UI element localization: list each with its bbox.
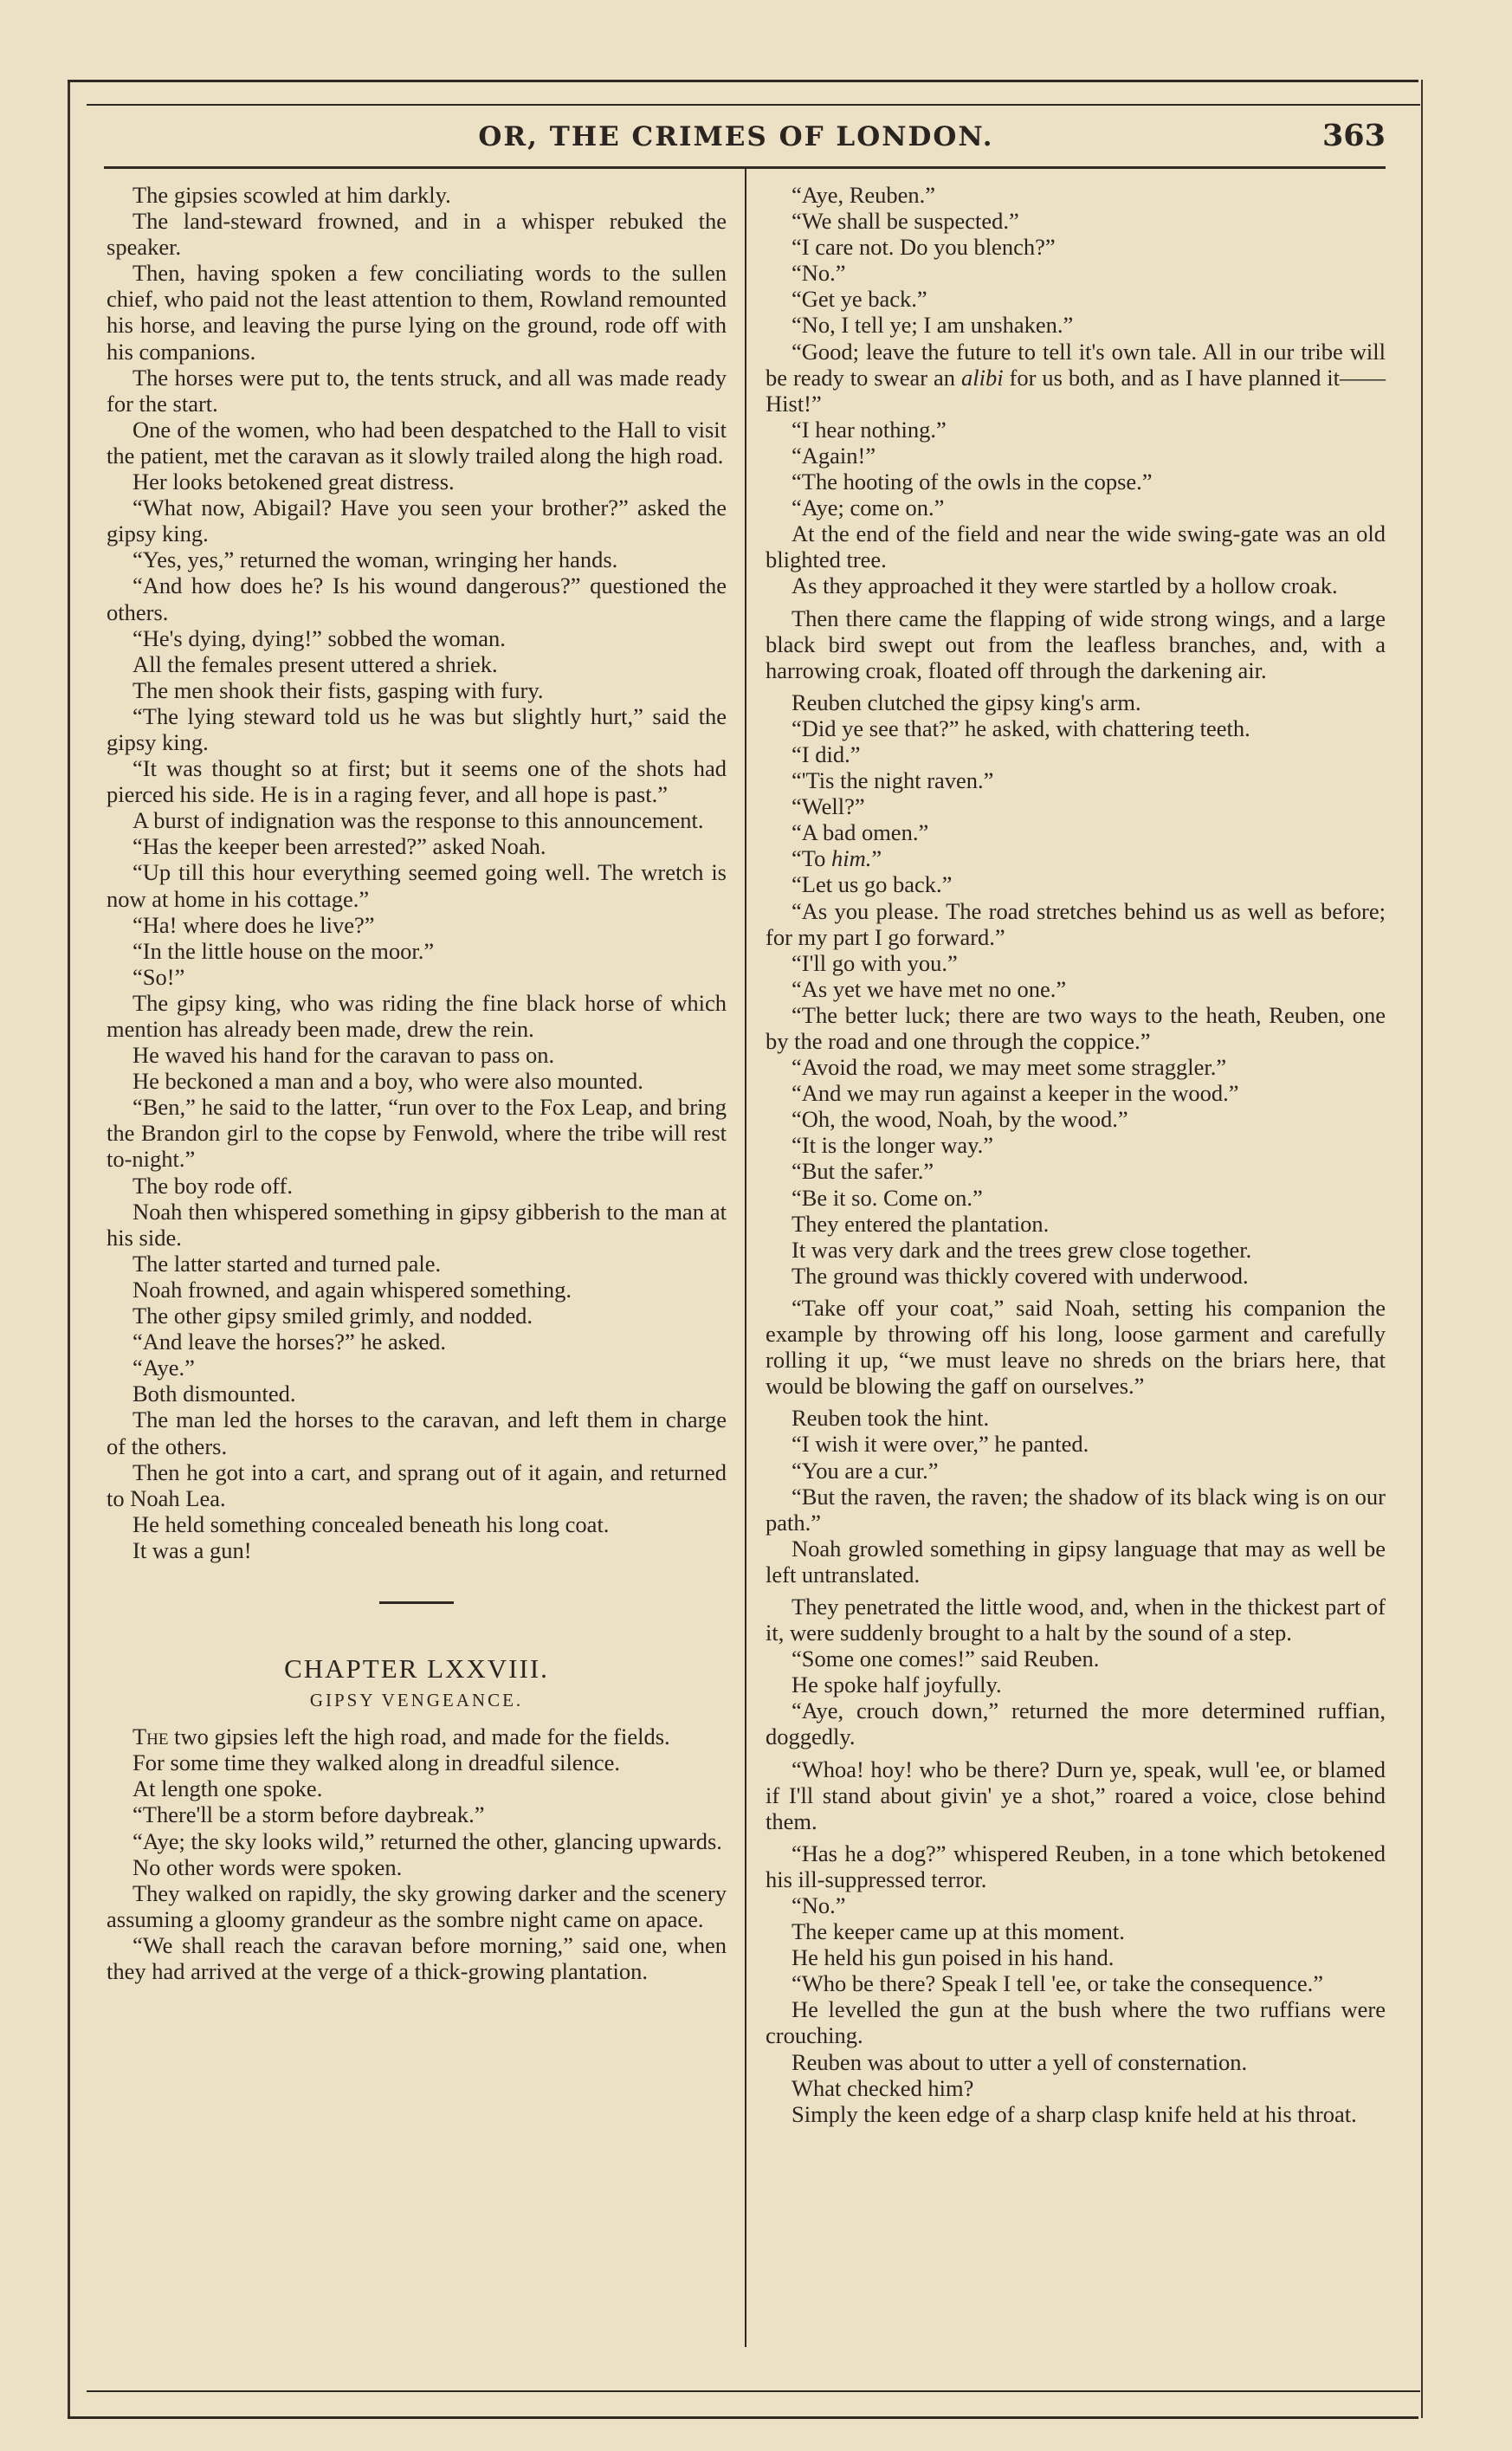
paragraph: The boy rode off. xyxy=(132,1172,293,1199)
paragraph: “Take off your coat,” said Noah, setting his companion the example by throwing off his long, loose garment and carefully rolling it up, “we must leave no shreds on the briars here, that would be blowing the gaff on ourselves.” xyxy=(766,1294,1386,1400)
paragraph: “No, I tell ye; I am unshaken.” xyxy=(792,312,1074,339)
chapter-subtitle: GIPSY VENGEANCE. xyxy=(309,1690,524,1711)
paragraph: “You are a cur.” xyxy=(792,1457,939,1484)
paragraph: What checked him? xyxy=(792,2074,974,2101)
paragraph: Simply the keen edge of a sharp clasp knife held at his throat. xyxy=(792,2100,1357,2127)
paragraph: No other words were spoken. xyxy=(132,1853,403,1880)
paragraph: “Again!” xyxy=(792,442,876,469)
paragraph: “Ben,” he said to the latter, “run over to the Fox Leap, and bring the Brandon girl to the copse by Fenwold, where the tribe will rest to-night.” xyxy=(107,1094,727,1173)
paragraph: “Who be there? Speak I tell 'ee, or take the consequence.” xyxy=(792,1970,1323,1997)
paragraph: “Did ye see that?” he asked, with chattering teeth. xyxy=(792,715,1250,741)
paragraph: “We shall reach the caravan before morning,” said one, when they had arrived at the verge of a thick-growing plantation. xyxy=(107,1931,727,1984)
paragraph: “As yet we have met no one.” xyxy=(792,975,1067,1002)
paragraph: Her looks betokened great distress. xyxy=(132,469,455,495)
paragraph: “But the safer.” xyxy=(792,1158,934,1185)
paragraph: “Some one comes!” said Reuben. xyxy=(792,1646,1100,1672)
paragraph: “But the raven, the raven; the shadow of its black wing is on our path.” xyxy=(766,1483,1386,1536)
paragraph: He levelled the gun at the bush where the two ruffians were crouching. xyxy=(766,1996,1386,2049)
paragraph: The horses were put to, the tents struck, and all was made ready for the start. xyxy=(107,364,727,417)
him-paragraph xyxy=(766,845,1386,871)
paragraph: One of the women, who had been despatched to the Hall to visit the patient, met the caravan as it slowly trailed along the high road. xyxy=(107,416,727,469)
chapter-opening-paragraph xyxy=(107,1723,727,1749)
right-paragraphs-h xyxy=(766,1594,1386,1750)
paragraph: “I wish it were over,” he panted. xyxy=(792,1431,1089,1458)
paragraph: “It was thought so at first; but it seems one of the shots had pierced his side. He is in a raging fever, and all hope is past.” xyxy=(107,755,727,808)
left-paragraphs-a xyxy=(107,182,727,1563)
right-paragraphs-c xyxy=(766,605,1386,683)
paragraph: “The better luck; there are two ways to the heath, Reuben, one by the road and one through the coppice.” xyxy=(766,1001,1386,1054)
page-number: 363 xyxy=(1321,118,1386,153)
paragraph: “No.” xyxy=(792,260,846,287)
right-paragraphs-f xyxy=(766,1295,1386,1399)
paragraph: “I hear nothing.” xyxy=(792,416,947,443)
paragraph: “And how does he? Is his wound dangerous?” questioned the others. xyxy=(107,572,727,625)
paragraph: The land-steward frowned, and in a whisper rebuked the speaker. xyxy=(107,208,727,261)
bottom-rule-outer xyxy=(68,2416,1418,2419)
paragraph: It was very dark and the trees grew close together. xyxy=(792,1236,1252,1263)
paragraph: They penetrated the little wood, and, when in the thickest part of it, were suddenly brought to a halt by the sound of a step. xyxy=(766,1593,1386,1646)
paragraph: Noah growled something in gipsy language that may as well be left untranslated. xyxy=(766,1535,1386,1588)
paragraph: “Yes, yes,” returned the woman, wringing her hands. xyxy=(132,546,618,573)
paragraph: Noah frowned, and again whispered something. xyxy=(132,1276,572,1303)
paragraph: “Oh, the wood, Noah, by the wood.” xyxy=(792,1106,1128,1133)
paragraph: “As you please. The road stretches behind us as well as before; for my part I go forward.” xyxy=(766,897,1386,950)
paragraph: Both dismounted. xyxy=(132,1381,296,1407)
paragraph: “Aye, crouch down,” returned the more determined ruffian, doggedly. xyxy=(766,1698,1386,1750)
chapter-title: CHAPTER LXXVIII. xyxy=(284,1652,549,1684)
paragraph: “And we may run against a keeper in the wood.” xyxy=(792,1080,1239,1107)
paragraph: He held something concealed beneath his long coat. xyxy=(132,1510,610,1537)
paragraph: Reuben was about to utter a yell of consternation. xyxy=(792,2048,1248,2075)
right-paragraphs-g xyxy=(766,1405,1386,1588)
paragraph: He beckoned a man and a boy, who were also mounted. xyxy=(132,1068,643,1095)
chapter-divider xyxy=(379,1601,454,1604)
paragraph: The gipsy king, who was riding the fine black horse of which mention has already been made, drew the rein. xyxy=(107,989,727,1042)
bottom-rule-inner xyxy=(87,2390,1420,2392)
chapter-first-word: The xyxy=(132,1723,169,1750)
paragraph: The men shook their fists, gasping with fury. xyxy=(132,676,544,703)
paragraph: It was a gun! xyxy=(132,1536,252,1563)
paragraph: The gipsies scowled at him darkly. xyxy=(132,182,451,208)
paragraph: “The hooting of the owls in the copse.” xyxy=(792,469,1153,495)
paragraph: “'Tis the night raven.” xyxy=(792,767,994,794)
paragraph: “There'll be a storm before daybreak.” xyxy=(132,1801,485,1828)
paragraph: “Has the keeper been arrested?” asked Noah. xyxy=(132,833,546,860)
paragraph: “Avoid the road, we may meet some straggler.” xyxy=(792,1054,1227,1081)
paragraph: “The lying steward told us he was but slightly hurt,” said the gipsy king. xyxy=(107,702,727,755)
paragraph: For some time they walked along in dreadful silence. xyxy=(132,1749,620,1776)
paragraph: “So!” xyxy=(132,963,185,990)
paragraph: “In the little house on the moor.” xyxy=(132,937,435,964)
paragraph: “It is the longer way.” xyxy=(792,1132,994,1159)
him-word: him. xyxy=(830,845,872,872)
paragraph: He held his gun poised in his hand. xyxy=(792,1944,1115,1971)
paragraph: “Be it so. Come on.” xyxy=(792,1184,983,1211)
paragraph: “I care not. Do you blench?” xyxy=(792,234,1056,261)
paragraph: They walked on rapidly, the sky growing darker and the scenery assuming a gloomy grandeur as the sombre night came on apace. xyxy=(107,1879,727,1932)
alibi-paragraph xyxy=(766,339,1386,417)
chapter-heading xyxy=(107,1601,727,1713)
paragraph: Then, having spoken a few conciliating words to the sullen chief, who paid not the least attention to them, Rowland remounted his horse, and leaving the purse lying on the ground, rode off with his companions. xyxy=(107,260,727,365)
alibi-word: alibi xyxy=(960,364,1004,391)
paragraph: He spoke half joyfully. xyxy=(792,1672,1002,1698)
paragraph: “Aye; the sky looks wild,” returned the other, glancing upwards. xyxy=(132,1827,722,1854)
paragraph: As they approached it they were startled by a hollow croak. xyxy=(792,572,1338,599)
paragraph: “Aye; come on.” xyxy=(792,495,945,521)
paragraph: “Aye, Reuben.” xyxy=(792,182,936,208)
top-rule xyxy=(68,80,1418,82)
chapter-first-rest: two gipsies left the high road, and made for the fields. xyxy=(168,1723,670,1750)
alibi-text-post: for us both, and as I have planned it——Hist!” xyxy=(766,364,1386,417)
paragraph: He waved his hand for the caravan to pass on. xyxy=(132,1042,555,1069)
paragraph: “He's dying, dying!” sobbed the woman. xyxy=(132,624,506,651)
paragraph: Reuben clutched the gipsy king's arm. xyxy=(792,689,1141,715)
paragraph: “I did.” xyxy=(792,740,861,767)
paragraph: The keeper came up at this moment. xyxy=(792,1918,1125,1945)
paragraph: Noah then whispered something in gipsy gibberish to the man at his side. xyxy=(107,1198,727,1251)
paragraph: The ground was thickly covered with underwood. xyxy=(792,1262,1249,1289)
right-paragraphs-b xyxy=(766,417,1386,599)
paragraph: Then he got into a cart, and sprang out of it again, and returned to Noah Lea. xyxy=(107,1458,727,1511)
paragraph: “Well?” xyxy=(792,793,865,820)
him-text-pre: “To xyxy=(792,845,831,872)
right-paragraphs-a xyxy=(766,182,1386,339)
paragraph: “What now, Abigail? Have you seen your brother?” asked the gipsy king. xyxy=(107,495,727,547)
him-text-post: ” xyxy=(871,845,882,872)
left-paragraphs-b xyxy=(107,1749,727,1984)
running-head: OR, THE CRIMES OF LONDON. xyxy=(478,121,994,152)
paragraph: The latter started and turned pale. xyxy=(132,1250,442,1277)
right-paragraphs-d xyxy=(766,689,1386,846)
right-paragraphs-i xyxy=(766,1756,1386,1834)
column-divider xyxy=(745,169,746,2347)
paragraph: They entered the plantation. xyxy=(792,1210,1050,1237)
paragraph: A burst of indignation was the response to this announcement. xyxy=(132,807,704,834)
paragraph: “Has he a dog?” whispered Reuben, in a tone which betokened his ill-suppressed terror. xyxy=(766,1840,1386,1892)
paragraph: At the end of the field and near the wide swing-gate was an old blighted tree. xyxy=(766,521,1386,573)
paragraph: Then there came the flapping of wide strong wings, and a large black bird swept out from the leafless branches, and, with a harrowing croak, floated off through the darkening air. xyxy=(766,605,1386,683)
paragraph: “Whoa! hoy! who be there? Durn ye, speak, wull 'ee, or blamed if I'll stand about givin' ye a shot,” roared a voice, close behind them. xyxy=(766,1756,1386,1834)
paragraph: “A bad omen.” xyxy=(792,819,929,846)
paragraph: The man led the horses to the caravan, and left them in charge of the others. xyxy=(107,1407,727,1459)
paragraph: “Let us go back.” xyxy=(792,871,953,898)
paragraph: Reuben took the hint. xyxy=(792,1405,990,1432)
paragraph: All the females present uttered a shriek. xyxy=(132,650,498,677)
paragraph: At length one spoke. xyxy=(132,1775,323,1802)
right-column xyxy=(766,182,1386,2127)
left-column xyxy=(107,182,727,1984)
paragraph: “We shall be suspected.” xyxy=(792,208,1019,235)
paragraph: “Get ye back.” xyxy=(792,286,927,313)
paragraph: “I'll go with you.” xyxy=(792,949,958,976)
paragraph: “Up till this hour everything seemed going well. The wretch is now at home in his cottage.” xyxy=(107,859,727,912)
right-paragraphs-e xyxy=(766,871,1386,1289)
paragraph: The other gipsy smiled grimly, and nodded. xyxy=(132,1303,533,1329)
alibi-text-pre: “Good; leave the future to tell it's own tale. All in our tribe will be ready to swear an xyxy=(766,338,1386,391)
header-rule-upper xyxy=(87,104,1420,106)
paragraph: “And leave the horses?” he asked. xyxy=(132,1329,447,1355)
right-paragraphs-j xyxy=(766,1840,1386,2127)
paragraph: “Aye.” xyxy=(132,1355,195,1381)
paragraph: “No.” xyxy=(792,1892,846,1918)
paragraph: “Ha! where does he live?” xyxy=(132,911,375,938)
